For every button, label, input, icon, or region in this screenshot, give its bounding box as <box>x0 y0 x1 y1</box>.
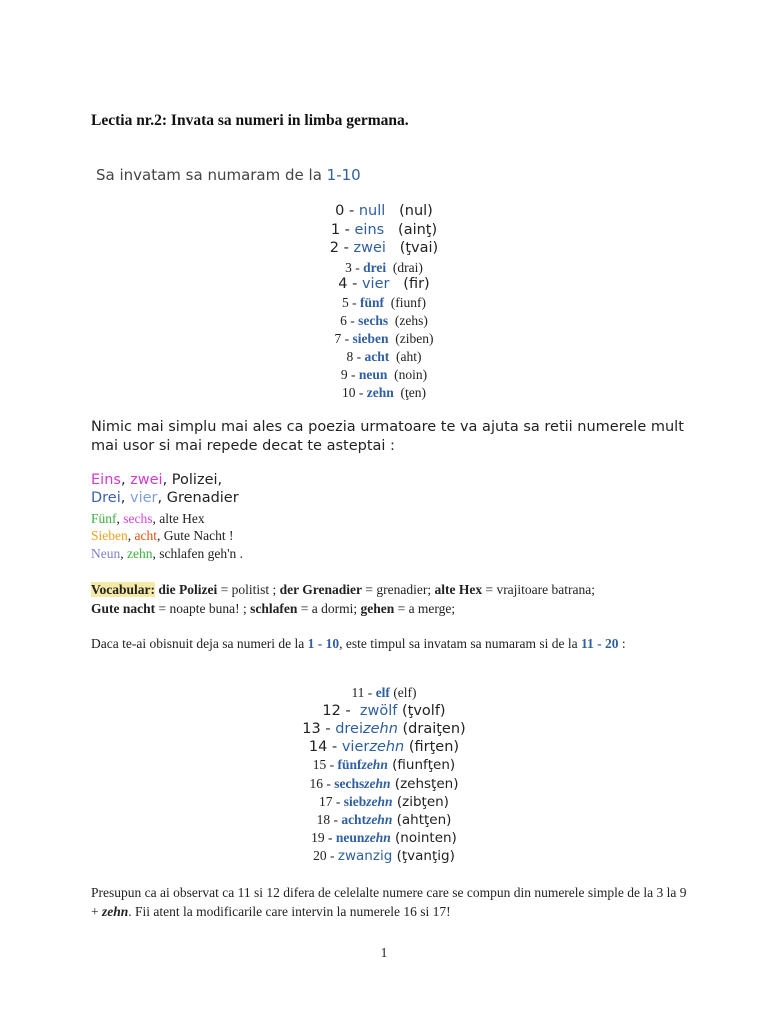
number-digit: 13 - <box>302 721 336 737</box>
subtitle-range: 1-10 <box>326 166 361 184</box>
number-digit: 17 - <box>319 794 344 809</box>
number-digit: 7 - <box>334 331 353 346</box>
german-word: zwölf <box>359 703 398 719</box>
vocab-translation: = vrajitoare batrana; <box>482 582 596 597</box>
poem-word: vier <box>129 490 158 506</box>
presupun-text-2: . Fii atent la modificarile care intervin la numerele 16 si 17! <box>128 904 451 919</box>
vocab-term: schlafen <box>250 601 298 616</box>
poem-word: Eins <box>91 472 121 488</box>
vocab-term: der Grenadier <box>279 582 362 597</box>
german-suffix: zehn <box>361 757 388 772</box>
vocab-translation: = noapte buna! ; <box>155 601 251 616</box>
number-digit: 19 - <box>311 830 336 845</box>
number-digit: 2 - <box>329 240 354 256</box>
number-row <box>0 367 768 383</box>
number-digit: 11 - <box>351 685 376 700</box>
vocab-translation: = grenadier; <box>362 582 435 597</box>
number-digit: 3 - <box>345 260 364 275</box>
presupun-text-1: Presupun ca ai observat ca 11 si 12 difera de celelalte numere care se compun din numerele simple de la 3 la 9 + <box>91 885 687 919</box>
pronunciation: (ţvolf) <box>397 703 446 719</box>
number-row <box>0 812 768 828</box>
pronunciation: (drai) <box>386 260 423 275</box>
german-word: elf <box>375 685 390 700</box>
number-row <box>0 331 768 347</box>
number-row <box>0 313 768 329</box>
vocab-label: Vocabular: <box>91 582 156 597</box>
german-word: drei <box>335 721 363 737</box>
poem-word: Drei <box>91 490 121 506</box>
pronunciation: (fir) <box>389 276 430 292</box>
number-digit: 0 - <box>335 203 359 219</box>
number-row <box>0 739 768 755</box>
german-suffix: zehn <box>366 812 393 827</box>
number-digit: 8 - <box>346 349 365 364</box>
number-digit: 12 - <box>322 703 360 719</box>
vocabulary-paragraph <box>91 580 691 618</box>
number-row <box>0 240 768 256</box>
section-subtitle <box>96 166 361 184</box>
pronunciation: (ţvai) <box>385 240 439 256</box>
german-word: zwei <box>353 240 386 256</box>
german-word: vier <box>341 739 370 755</box>
number-digit: 20 - <box>313 848 338 863</box>
german-suffix: zehn <box>366 794 393 809</box>
vocab-term: Gute nacht <box>91 601 156 616</box>
daca-text-1: Daca te-ai obisnuit deja sa numeri de la <box>91 636 308 651</box>
number-digit: 14 - <box>308 739 342 755</box>
vocab-translation: = a dormi; <box>297 601 361 616</box>
number-row <box>0 721 768 737</box>
pronunciation: (noin) <box>387 367 428 382</box>
number-digit: 6 - <box>340 313 359 328</box>
number-row <box>0 349 768 365</box>
german-suffix: zehn <box>362 721 398 737</box>
german-word: sieben <box>352 331 389 346</box>
number-row <box>0 295 768 311</box>
number-row <box>0 830 768 846</box>
poem-line <box>91 528 233 544</box>
daca-text-3: : <box>618 636 626 651</box>
pronunciation: (aht) <box>389 349 422 364</box>
pronunciation: (zibţen) <box>392 794 449 810</box>
pronunciation: (fiunfţen) <box>387 757 456 773</box>
vocab-term: alte Hex <box>434 582 483 597</box>
number-row <box>0 703 768 719</box>
page-number: 1 <box>380 945 388 960</box>
poem-word: , <box>120 472 131 488</box>
poem-word: Neun <box>91 546 121 561</box>
presupun-zehn: zehn <box>102 904 129 919</box>
pronunciation: (firţen) <box>404 739 460 755</box>
transition-paragraph <box>91 634 691 653</box>
poem-line <box>91 490 239 506</box>
number-row <box>0 203 768 219</box>
number-row <box>0 260 768 276</box>
german-word: fünf <box>337 757 362 772</box>
german-word: sechs <box>358 313 389 328</box>
german-word: zehn <box>366 385 394 400</box>
number-row <box>0 385 768 401</box>
german-word: acht <box>341 812 367 827</box>
poem-word: , alte Hex <box>152 511 205 526</box>
number-row <box>0 276 768 292</box>
poem-word: , schlafen geh'n . <box>152 546 244 561</box>
german-suffix: zehn <box>369 739 405 755</box>
poem-line <box>91 546 243 562</box>
number-digit: 9 - <box>340 367 359 382</box>
page-title: Lectia nr.2: Invata sa numeri in limba germana. <box>91 112 409 129</box>
pronunciation: (nointen) <box>390 830 457 846</box>
vocab-translation: = politist ; <box>217 582 280 597</box>
number-row <box>0 794 768 810</box>
german-word: zwanzig <box>337 848 393 864</box>
german-word: neun <box>358 367 388 382</box>
number-row <box>0 685 768 701</box>
pronunciation: (ţen) <box>393 385 426 400</box>
pronunciation: (fiunf) <box>384 295 426 310</box>
poem-line <box>91 472 222 488</box>
number-digit: 1 - <box>330 222 355 238</box>
vocab-term: gehen <box>360 601 395 616</box>
pronunciation: (draiţen) <box>397 721 466 737</box>
closing-paragraph <box>91 883 691 921</box>
pronunciation: (ahtţen) <box>392 812 452 828</box>
subtitle-text: Sa invatam sa numaram de la <box>96 166 327 184</box>
number-digit: 16 - <box>309 776 335 791</box>
german-word: sieb <box>343 794 367 809</box>
number-digit: 15 - <box>312 757 338 772</box>
german-word: fünf <box>360 295 385 310</box>
german-word: eins <box>354 222 385 238</box>
pronunciation: (nul) <box>385 203 433 219</box>
german-word: neun <box>335 830 365 845</box>
number-row <box>0 848 768 864</box>
intro-paragraph: Nimic mai simplu mai ales ca poezia urmatoare te va ajuta sa retii numerele mult mai usor si mai repede decat te asteptai : <box>91 419 684 454</box>
poem-word: , Grenadier <box>157 490 239 506</box>
number-row <box>0 222 768 238</box>
poem-word: sechs <box>123 511 153 526</box>
number-row <box>0 776 768 792</box>
pronunciation: (zehs) <box>388 313 428 328</box>
number-digit: 5 - <box>342 295 360 310</box>
poem-word: acht <box>134 528 157 543</box>
poem-word: , <box>116 511 124 526</box>
poem-word: Sieben <box>91 528 128 543</box>
german-word: null <box>358 203 386 219</box>
german-word: acht <box>364 349 390 364</box>
poem-word: , Gute Nacht ! <box>157 528 234 543</box>
daca-text-2: , este timpul sa invatam sa numaram si de la <box>339 636 581 651</box>
poem-word: zehn <box>127 546 153 561</box>
pronunciation: (zehsţen) <box>390 776 459 792</box>
poem-word: Fünf <box>91 511 117 526</box>
daca-range-1: 1 - 10 <box>307 636 340 651</box>
daca-range-2: 11 - 20 <box>581 636 619 651</box>
poem-word: , <box>120 546 127 561</box>
pronunciation: (ţvanţig) <box>392 848 455 864</box>
number-digit: 10 - <box>342 385 367 400</box>
number-digit: 18 - <box>316 812 342 827</box>
german-suffix: zehn <box>364 776 391 791</box>
poem-word: , <box>120 490 130 506</box>
poem-word: , <box>127 528 135 543</box>
poem-word: zwei <box>130 472 163 488</box>
vocab-translation: = a merge; <box>394 601 456 616</box>
poem-line <box>91 511 205 527</box>
german-word: vier <box>361 276 390 292</box>
german-word: drei <box>363 260 387 275</box>
pronunciation: (elf) <box>389 685 417 700</box>
number-digit: 4 - <box>338 276 362 292</box>
pronunciation: (ziben) <box>388 331 434 346</box>
number-row <box>0 757 768 773</box>
pronunciation: (ainţ) <box>384 222 438 238</box>
german-word: sechs <box>334 776 365 791</box>
german-suffix: zehn <box>364 830 391 845</box>
vocab-term: die Polizei <box>158 582 218 597</box>
poem-word: , Polizei, <box>162 472 223 488</box>
